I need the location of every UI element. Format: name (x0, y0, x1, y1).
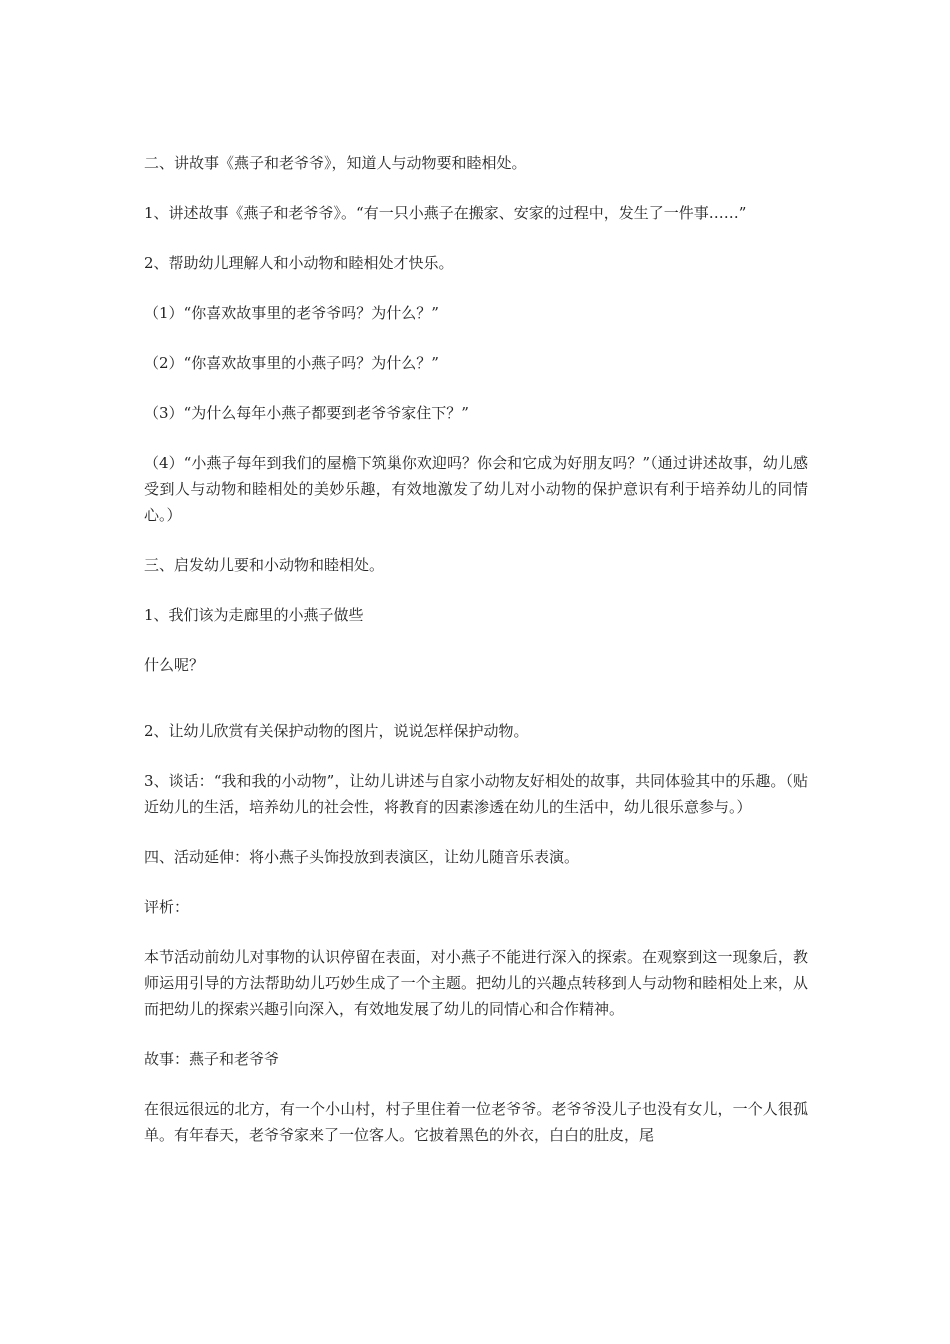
story-paragraph: 在很远很远的北方，有一个小山村，村子里住着一位老爷爷。老爷爷没儿子也没有女儿，一个人很孤单。有年春天，老爷爷家来了一位客人。它披着黑色的外衣，白白的肚皮，尾 (144, 1100, 808, 1144)
question-item: （4）“小燕子每年到我们的屋檐下筑巢你欢迎吗？你会和它成为好朋友吗？”（通过讲述故事，幼儿感受到人与动物和睦相处的美妙乐趣，有效地激发了幼儿对小动物的保护意识有利于培养幼儿的同情心。） (144, 454, 808, 524)
paragraph: 3、谈话：“我和我的小动物”，让幼儿讲述与自家小动物友好相处的故事，共同体验其中的乐趣。（贴近幼儿的生活，培养幼儿的社会性，将教育的因素渗透在幼儿的生活中，幼儿很乐意参与。） (144, 772, 808, 816)
section-heading-3: 三、启发幼儿要和小动物和睦相处。 (144, 556, 385, 574)
analysis-paragraph: 本节活动前幼儿对事物的认识停留在表面，对小燕子不能进行深入的探索。在观察到这一现象后，教师运用引导的方法帮助幼儿巧妙生成了一个主题。把幼儿的兴趣点转移到人与动物和睦相处上来，从而把幼儿的探索兴趣引向深入，有效地发展了幼儿的同情心和合作精神。 (144, 948, 808, 1018)
paragraph: 2、让幼儿欣赏有关保护动物的图片，说说怎样保护动物。 (144, 722, 529, 740)
paragraph: 1、我们该为走廊里的小燕子做些 (144, 606, 364, 624)
paragraph: 什么呢？ (144, 656, 205, 674)
paragraph: 1、讲述故事《燕子和老爷爷》。“有一只小燕子在搬家、安家的过程中，发生了一件事……” (144, 204, 747, 222)
question-item: （1）“你喜欢故事里的老爷爷吗？为什么？” (144, 304, 439, 322)
story-title: 故事：燕子和老爷爷 (144, 1050, 280, 1068)
document-page (144, 150, 808, 1172)
analysis-heading: 评析： (144, 898, 190, 916)
paragraph: 2、帮助幼儿理解人和小动物和睦相处才快乐。 (144, 254, 454, 272)
question-item: （2）“你喜欢故事里的小燕子吗？为什么？” (144, 354, 439, 372)
section-heading-2: 二、讲故事《燕子和老爷爷》，知道人与动物要和睦相处。 (144, 154, 527, 172)
question-item: （3）“为什么每年小燕子都要到老爷爷家住下？” (144, 404, 469, 422)
section-heading-4: 四、活动延伸：将小燕子头饰投放到表演区，让幼儿随音乐表演。 (144, 848, 580, 866)
